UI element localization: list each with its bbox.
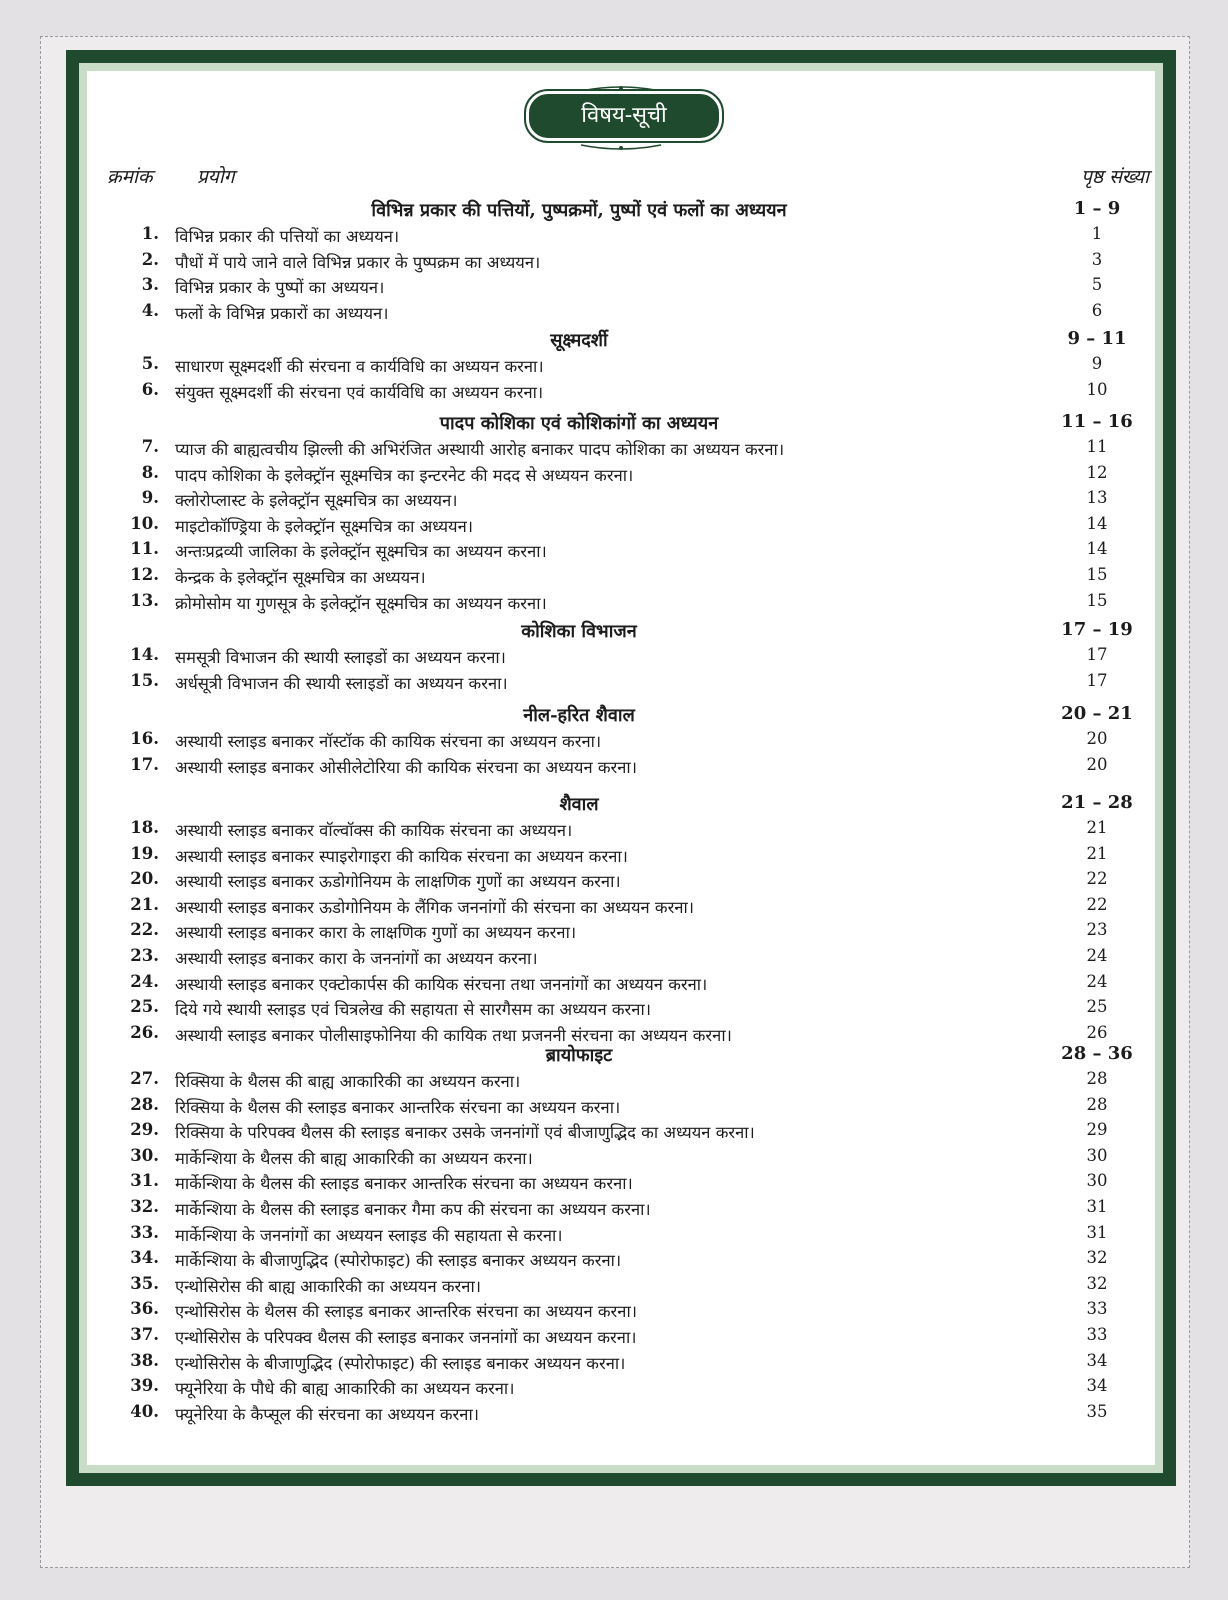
toc-row-number: 32. <box>130 1197 159 1216</box>
toc-row-number: 37. <box>130 1325 159 1344</box>
toc-row-text: अस्थायी स्लाइड बनाकर स्पाइरोगाइरा की कायिक संरचना का अध्ययन करना। <box>175 846 628 866</box>
toc-row <box>79 1325 1137 1350</box>
toc-row-number: 26. <box>130 1022 159 1042</box>
toc-row <box>79 844 1137 869</box>
toc-row <box>79 755 1137 780</box>
toc-row-text: अस्थायी स्लाइड बनाकर एक्टोकार्पस की कायिक संरचना तथा जननांगों का अध्ययन करना। <box>175 974 708 994</box>
toc-row <box>79 301 1137 326</box>
toc-row-page: 31 <box>1086 1222 1108 1242</box>
toc-row-page: 25 <box>1086 997 1108 1017</box>
toc-row <box>79 1402 1137 1427</box>
toc-row <box>79 1197 1137 1222</box>
toc-row-text: अस्थायी स्लाइड बनाकर वॉल्वॉक्स की कायिक संरचना का अध्ययन। <box>175 821 573 840</box>
toc-row-number: 15. <box>130 670 159 690</box>
toc-row <box>79 1351 1137 1376</box>
toc-row-number: 25. <box>130 997 159 1017</box>
toc-row-text: माइटोकॉण्ड्रिया के इलेक्ट्रॉन सूक्ष्मचित्र का अध्ययन। <box>175 516 474 536</box>
toc-row-page: 28 <box>1086 1069 1108 1088</box>
toc-row-page: 14 <box>1086 513 1108 533</box>
toc-row <box>79 869 1137 894</box>
toc-row-page: 13 <box>1086 488 1108 508</box>
toc-row-text: पादप कोशिका के इलेक्ट्रॉन सूक्ष्मचित्र का इन्टरनेट की मदद से अध्ययन करना। <box>175 465 634 485</box>
toc-row-text: संयुक्त सूक्ष्मदर्शी की संरचना एवं कार्यविधि का अध्ययन करना। <box>175 382 544 402</box>
toc-row <box>79 514 1137 539</box>
toc-row-page: 22 <box>1086 894 1108 914</box>
toc-row-number: 6. <box>141 379 159 399</box>
section-title: कोशिका विभाजन <box>521 621 637 642</box>
section-page-range: 21 – 28 <box>1061 792 1133 813</box>
toc-row-text: दिये गये स्थायी स्लाइड एवं चित्रलेख की सहायता से सारगैसम का अध्ययन करना। <box>175 1000 651 1020</box>
toc-row-number: 17. <box>130 754 159 774</box>
toc-row-text: अस्थायी स्लाइड बनाकर ऊडोगोनियम के लैंगिक जननांगों की संरचना का अध्ययन करना। <box>175 897 695 917</box>
toc-row-page: 20 <box>1086 729 1108 748</box>
toc-row-page: 21 <box>1086 843 1108 863</box>
toc-row-number: 2. <box>141 249 159 269</box>
toc-row-text: अस्थायी स्लाइड बनाकर नॉस्टॉक की कायिक संरचना का अध्ययन करना। <box>175 732 602 751</box>
toc-row-number: 24. <box>130 971 159 991</box>
toc-row <box>79 818 1137 843</box>
section-page-range: 1 – 9 <box>1073 198 1121 219</box>
toc-frame <box>66 50 1176 1486</box>
toc-row-text: अर्धसूत्री विभाजन की स्थायी स्लाइडों का अध्ययन करना। <box>175 673 508 693</box>
toc-row-number: 27. <box>130 1069 159 1088</box>
toc-row <box>79 671 1137 696</box>
toc-row-number: 22. <box>130 920 159 940</box>
toc-row-text: अस्थायी स्लाइड बनाकर पोलीसाइफोनिया की कायिक तथा प्रजननी संरचना का अध्ययन करना। <box>175 1025 732 1045</box>
toc-row-page: 33 <box>1086 1299 1108 1319</box>
toc-row <box>79 1095 1137 1120</box>
toc-row-number: 7. <box>141 437 159 456</box>
toc-row <box>79 1120 1137 1145</box>
toc-row <box>79 729 1137 754</box>
section-title: शैवाल <box>559 794 599 815</box>
toc-row-text: क्रोमोसोम या गुणसूत्र के इलेक्ट्रॉन सूक्ष्मचित्र का अध्ययन करना। <box>175 593 547 613</box>
toc-row-text: एन्थोसिरोस के थैलस की स्लाइड बनाकर आन्तरिक संरचना का अध्ययन करना। <box>175 1302 637 1322</box>
toc-row-text: मार्केन्शिया के बीजाणुद्भिद (स्पोरोफाइट) की स्लाइड बनाकर अध्ययन करना। <box>175 1251 622 1271</box>
toc-row-number: 14. <box>130 645 159 664</box>
toc-row-page: 15 <box>1086 565 1108 584</box>
toc-row <box>79 1223 1137 1248</box>
toc-row <box>79 224 1137 249</box>
toc-row <box>79 1248 1137 1273</box>
toc-row-number: 28. <box>130 1094 159 1114</box>
toc-row-text: एन्थोसिरोस की बाह्य आकारिकी का अध्ययन करना। <box>175 1276 481 1296</box>
section-page-range: 17 – 19 <box>1061 619 1133 640</box>
toc-row-number: 39. <box>130 1376 159 1396</box>
toc-row-number: 38. <box>130 1350 159 1370</box>
toc-row-number: 4. <box>141 300 159 320</box>
toc-row-text: अस्थायी स्लाइड बनाकर कारा के जननांगों का अध्ययन करना। <box>175 949 538 968</box>
toc-title: विषय-सूची <box>526 91 722 141</box>
toc-row-number: 20. <box>130 869 159 889</box>
toc-row-page: 9 <box>1091 354 1103 373</box>
toc-row-page: 14 <box>1086 539 1108 559</box>
toc-row-number: 12. <box>130 565 159 584</box>
section-title: नील-हरित शैवाल <box>523 705 635 726</box>
toc-row <box>79 1171 1137 1196</box>
toc-row <box>79 250 1137 275</box>
toc-row-text: प्याज की बाह्यत्वचीय झिल्ली की अभिरंजित अस्थायी आरोह बनाकर पादप कोशिका का अध्ययन करना। <box>175 440 785 459</box>
toc-row-number: 13. <box>130 590 159 610</box>
toc-row <box>79 997 1137 1022</box>
toc-row-page: 33 <box>1086 1325 1108 1344</box>
toc-row <box>79 275 1137 300</box>
toc-row <box>79 354 1137 379</box>
toc-row <box>79 591 1137 616</box>
toc-row-text: अस्थायी स्लाइड बनाकर कारा के लाक्षणिक गुणों का अध्ययन करना। <box>175 923 577 943</box>
toc-row-number: 23. <box>130 946 159 965</box>
toc-row-text: अस्थायी स्लाइड बनाकर ऊडोगोनियम के लाक्षणिक गुणों का अध्ययन करना। <box>175 872 621 892</box>
toc-row-number: 33. <box>130 1222 159 1242</box>
toc-row-page: 28 <box>1086 1094 1108 1114</box>
section-page-range: 11 – 16 <box>1061 411 1133 432</box>
toc-row-page: 6 <box>1091 300 1103 320</box>
toc-row <box>79 1146 1137 1171</box>
toc-row-page: 29 <box>1086 1120 1108 1140</box>
toc-row-text: रिक्सिया के थैलस की स्लाइड बनाकर आन्तरिक संरचना का अध्ययन करना। <box>175 1097 621 1117</box>
toc-row-text: पौधों में पाये जाने वाले विभिन्न प्रकार के पुष्पक्रम का अध्ययन। <box>175 252 541 272</box>
toc-row-number: 8. <box>141 462 159 482</box>
toc-row-page: 17 <box>1086 645 1108 664</box>
toc-row-page: 21 <box>1086 818 1108 837</box>
toc-row-page: 30 <box>1086 1171 1108 1191</box>
toc-row <box>79 972 1137 997</box>
toc-row-page: 26 <box>1086 1022 1108 1042</box>
toc-row-page: 1 <box>1091 224 1103 243</box>
toc-row-page: 32 <box>1086 1248 1108 1268</box>
toc-row-text: मार्केन्शिया के थैलस की स्लाइड बनाकर आन्तरिक संरचना का अध्ययन करना। <box>175 1174 633 1194</box>
toc-row-number: 35. <box>130 1273 159 1293</box>
toc-row <box>79 1299 1137 1324</box>
toc-row-text: फलों के विभिन्न प्रकारों का अध्ययन। <box>175 303 389 323</box>
toc-row-page: 24 <box>1086 971 1108 991</box>
toc-row <box>79 645 1137 670</box>
toc-row <box>79 488 1137 513</box>
toc-row-page: 22 <box>1086 869 1108 889</box>
toc-row <box>79 1274 1137 1299</box>
toc-row-page: 32 <box>1086 1273 1108 1293</box>
toc-row-text: समसूत्री विभाजन की स्थायी स्लाइडों का अध्ययन करना। <box>175 648 506 667</box>
toc-row-text: अन्तःप्रद्रव्यी जालिका के इलेक्ट्रॉन सूक्ष्मचित्र का अध्ययन करना। <box>175 542 547 562</box>
header-page-number: पृष्ठ संख्या <box>1081 166 1149 188</box>
toc-row-text: फ्यूनेरिया के पौधे की बाह्य आकारिकी का अध्ययन करना। <box>175 1379 515 1399</box>
toc-row-number: 10. <box>130 513 159 533</box>
toc-row-page: 10 <box>1086 379 1108 399</box>
toc-row-text: अस्थायी स्लाइड बनाकर ओसीलेटोरिया की कायिक संरचना का अध्ययन करना। <box>175 757 637 777</box>
toc-row-number: 3. <box>141 275 159 295</box>
toc-row-page: 23 <box>1086 920 1108 940</box>
toc-row-number: 18. <box>130 818 159 837</box>
section-title: पादप कोशिका एवं कोशिकांगों का अध्ययन <box>439 413 719 434</box>
toc-row-number: 30. <box>130 1145 159 1165</box>
section-page-range: 9 – 11 <box>1067 328 1127 349</box>
toc-row-page: 34 <box>1086 1350 1108 1370</box>
toc-row-text: एन्थोसिरोस के बीजाणुद्भिद (स्पोरोफाइट) की स्लाइड बनाकर अध्ययन करना। <box>175 1353 626 1373</box>
toc-row <box>79 380 1137 405</box>
toc-row <box>79 539 1137 564</box>
toc-row-page: 20 <box>1086 754 1108 774</box>
section-page-range: 28 – 36 <box>1061 1043 1133 1064</box>
toc-row-number: 9. <box>141 488 159 508</box>
toc-row-number: 29. <box>130 1120 159 1140</box>
toc-row-number: 40. <box>130 1401 159 1421</box>
toc-row-text: साधारण सूक्ष्मदर्शी की संरचना व कार्यविधि का अध्ययन करना। <box>175 357 544 376</box>
toc-row-text: क्लोरोप्लास्ट के इलेक्ट्रॉन सूक्ष्मचित्र का अध्ययन। <box>175 491 458 511</box>
toc-row-page: 31 <box>1086 1197 1108 1216</box>
toc-row-number: 31. <box>130 1171 159 1191</box>
section-page-range: 20 – 21 <box>1061 703 1133 724</box>
bottom-ornament-icon <box>579 143 663 151</box>
toc-row-page: 34 <box>1086 1376 1108 1396</box>
section-title: ब्रायोफाइट <box>545 1045 613 1066</box>
toc-row-number: 5. <box>141 354 159 373</box>
section-title: विभिन्न प्रकार की पत्तियों, पुष्पक्रमों, पुष्पों एवं फलों का अध्ययन <box>371 200 787 221</box>
toc-row-text: विभिन्न प्रकार के पुष्पों का अध्ययन। <box>175 278 385 298</box>
toc-row-text: मार्केन्शिया के थैलस की स्लाइड बनाकर गैमा कप की संरचना का अध्ययन करना। <box>175 1200 651 1219</box>
toc-row-text: केन्द्रक के इलेक्ट्रॉन सूक्ष्मचित्र का अध्ययन। <box>175 568 426 587</box>
toc-row-page: 24 <box>1086 946 1108 965</box>
toc-row-text: रिक्सिया के परिपक्व थैलस की स्लाइड बनाकर उसके जननांगों एवं बीजाणुद्भिद का अध्ययन करना। <box>175 1123 755 1143</box>
toc-row-page: 11 <box>1086 437 1108 456</box>
toc-row <box>79 920 1137 945</box>
toc-row-number: 34. <box>130 1248 159 1268</box>
toc-row-page: 15 <box>1086 590 1108 610</box>
toc-row <box>79 895 1137 920</box>
toc-row-page: 30 <box>1086 1145 1108 1165</box>
section-title: सूक्ष्मदर्शी <box>550 330 608 351</box>
toc-row-number: 11. <box>130 539 159 559</box>
header-experiment: प्रयोग <box>197 166 235 188</box>
toc-row-number: 19. <box>130 843 159 863</box>
toc-row <box>79 437 1137 462</box>
toc-row-text: फ्यूनेरिया के कैप्सूल की संरचना का अध्ययन करना। <box>175 1404 479 1424</box>
toc-row-page: 17 <box>1086 670 1108 690</box>
toc-row-text: विभिन्न प्रकार की पत्तियों का अध्ययन। <box>175 227 400 246</box>
toc-row-text: एन्थोसिरोस के परिपक्व थैलस की स्लाइड बनाकर जननांगों का अध्ययन करना। <box>175 1328 637 1347</box>
toc-row <box>79 1069 1137 1094</box>
toc-row-page: 5 <box>1091 275 1103 295</box>
toc-row-number: 1. <box>141 224 159 243</box>
toc-row-number: 16. <box>130 729 159 748</box>
toc-row <box>79 463 1137 488</box>
toc-row-text: मार्केन्शिया के थैलस की बाह्य आकारिकी का अध्ययन करना। <box>175 1148 533 1168</box>
toc-row <box>79 946 1137 971</box>
toc-row <box>79 1376 1137 1401</box>
toc-row-page: 3 <box>1091 249 1103 269</box>
toc-row <box>79 565 1137 590</box>
toc-row-number: 36. <box>130 1299 159 1319</box>
header-serial: क्रमांक <box>107 166 153 188</box>
toc-row-text: मार्केन्शिया के जननांगों का अध्ययन स्लाइड की सहायता से करना। <box>175 1225 563 1245</box>
toc-row-page: 12 <box>1086 462 1108 482</box>
toc-row-page: 35 <box>1086 1401 1108 1421</box>
toc-row-text: रिक्सिया के थैलस की बाह्य आकारिकी का अध्ययन करना। <box>175 1072 521 1091</box>
toc-row-number: 21. <box>130 894 159 914</box>
